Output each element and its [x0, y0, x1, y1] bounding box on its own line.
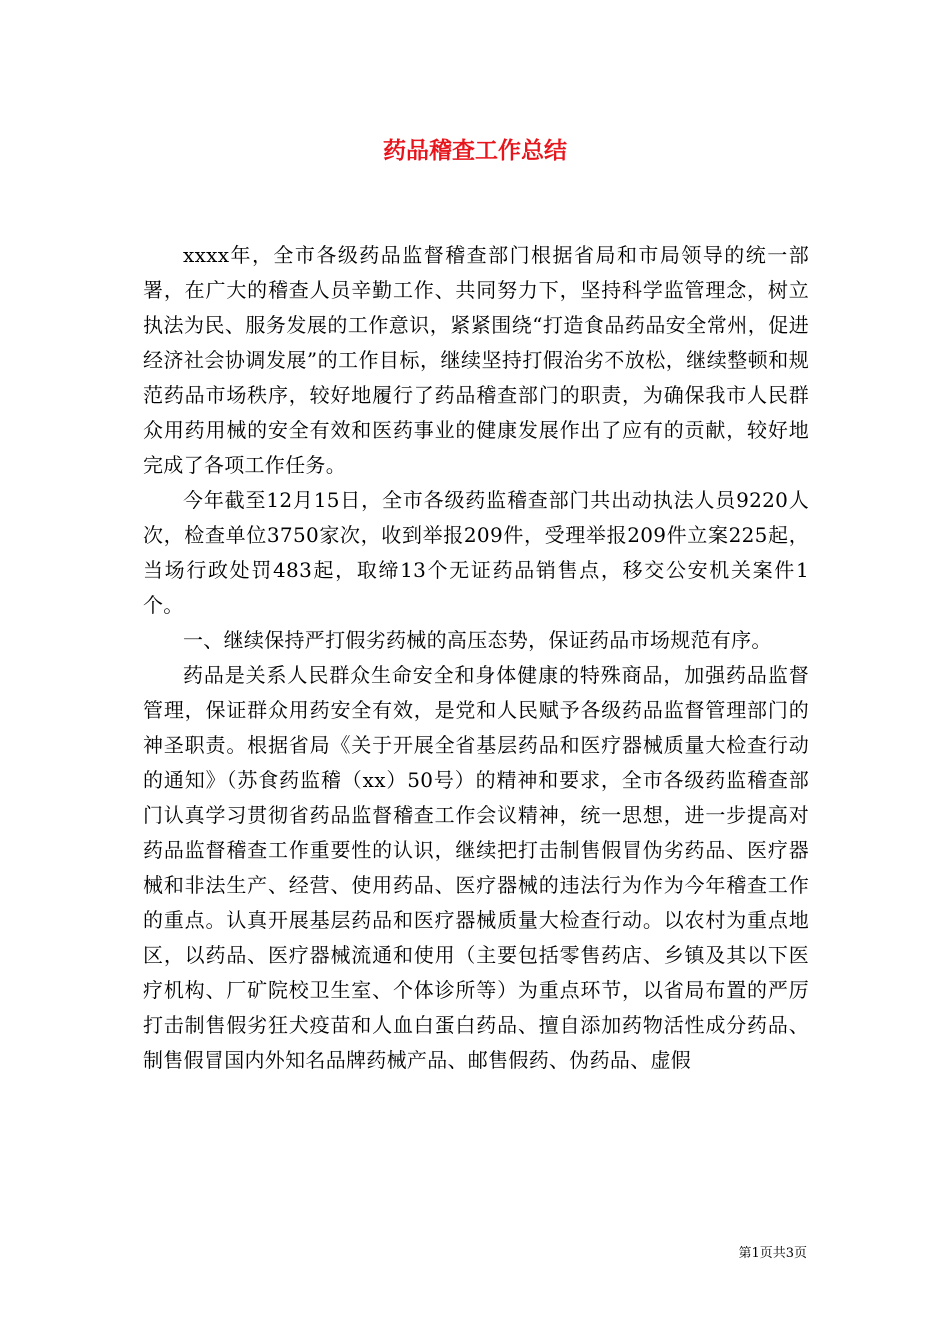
paragraph-section-1: 药品是关系人民群众生命安全和身体健康的特殊商品，加强药品监督管理，保证群众用药安全有效，是党和人民赋予各级药品监督管理部门的神圣职责。根据省局《关于开展全省基层药品和医疗器械质量大检查行动的通知》（苏食药监稽（xx）50号）的精神和要求，全市各级药监稽查部门认真学习贯彻省药品监督稽查工作会议精神，统一思想，进一步提高对药品监督稽查工作重要性的认识，继续把打击制售假冒伪劣药品、医疗器械和非法生产、经营、使用药品、医疗器械的违法行为作为今年稽查工作的重点。认真开展基层药品和医疗器械质量大检查行动。以农村为重点地区，以药品、医疗器械流通和使用（主要包括零售药店、乡镇及其以下医疗机构、厂矿院校卫生室、个体诊所等）为重点环节，以省局布置的严厉打击制售假劣狂犬疫苗和人血白蛋白药品、擅自添加药物活性成分药品、制售假冒国内外知名品牌药械产品、邮售假药、伪药品、虚假: [143, 663, 809, 1072]
section-heading-1: 一、继续保持严打假劣药械的高压态势，保证药品市场规范有序。: [183, 628, 772, 652]
paragraph-statistics: 今年截至12月15日，全市各级药监稽查部门共出动执法人员9220人次，检查单位3750家次，收到举报209件，受理举报209件立案225起，当场行政处罚483起，取缔13个无证药品销售点，移交公安机关案件1个。: [143, 488, 809, 617]
page-number: 第1页共3页: [738, 1246, 807, 1261]
document-body: [143, 238, 809, 1078]
paragraph-intro: xxxx年，全市各级药品监督稽查部门根据省局和市局领导的统一部署，在广大的稽查人员辛勤工作、共同努力下，坚持科学监管理念，树立执法为民、服务发展的工作意识，紧紧围绕“打造食品药品安全常州，促进经济社会协调发展”的工作目标，继续坚持打假治劣不放松，继续整顿和规范药品市场秩序，较好地履行了药品稽查部门的职责，为确保我市人民群众用药用械的安全有效和医药事业的健康发展作出了应有的贡献，较好地完成了各项工作任务。: [143, 243, 809, 477]
page-title: 药品稽查工作总结: [383, 138, 567, 164]
